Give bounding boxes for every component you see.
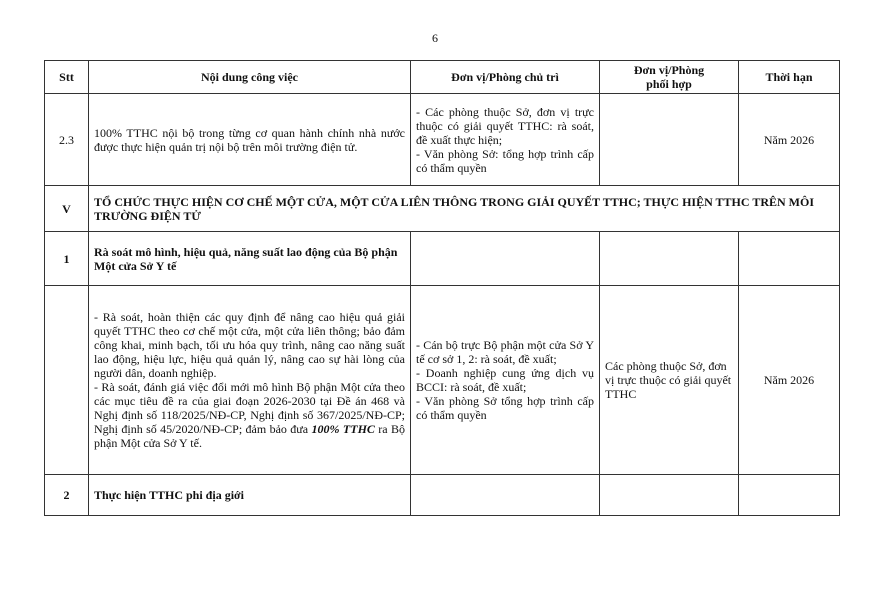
lead-line: - Cán bộ trực Bộ phận một cửa Sở Y tế cơ sở 1, 2: rà soát, đề xuất; [416, 338, 594, 366]
header-stt: Stt [45, 61, 89, 94]
subsection-stt: 2 [45, 475, 89, 516]
subsection-title: Thực hiện TTHC phi địa giới [89, 475, 411, 516]
row-stt [45, 286, 89, 475]
header-lead-unit: Đơn vị/Phòng chủ trì [411, 61, 600, 94]
header-deadline: Thời hạn [739, 61, 840, 94]
empty-cell [600, 232, 739, 286]
lead-line: - Văn phòng Sở: tổng hợp trình cấp có thẩm quyền [416, 146, 594, 175]
work-plan-table [44, 60, 840, 516]
row-content: 100% TTHC nội bộ trong từng cơ quan hành chính nhà nước được thực hiện quản trị nội bộ trên môi trường điện tử. [89, 94, 411, 186]
empty-cell [411, 232, 600, 286]
row-content [89, 286, 411, 475]
subsection-row [45, 475, 840, 516]
content-text: - Rà soát, đánh giá việc đổi mới mô hình Bộ phận Một cửa theo các mục tiêu đề ra của giai đoạn 2026-2030 tại Đề án 468 và Nghị định số 118/2025/NĐ-CP, Nghị định số 367/2025/NĐ-CP; Nghị định số 45/2020/NĐ-CP; đảm bảo đưa [94, 380, 405, 436]
content-paragraph: - Rà soát, hoàn thiện các quy định để nâng cao hiệu quả giải quyết TTHC theo cơ chế một cửa, một cửa liên thông; bảo đảm công khai, minh bạch, tối ưu hóa quy trình, nâng cao năng suất lao động, hiệu lực, hiệu quả quản lý, nâng cao sự hài lòng của người dân, doanh nghiệp. [94, 310, 405, 380]
subsection-row [45, 232, 840, 286]
section-stt: V [45, 186, 89, 232]
row-coop-unit: Các phòng thuộc Sở, đơn vị trực thuộc có giải quyết TTHC [600, 286, 739, 475]
lead-line: - Văn phòng Sở tổng hợp trình cấp có thẩm quyền [416, 394, 594, 422]
row-stt: 2.3 [45, 94, 89, 186]
subsection-stt: 1 [45, 232, 89, 286]
table-row [45, 286, 840, 475]
empty-cell [739, 475, 840, 516]
row-lead-unit [411, 286, 600, 475]
content-emphasis: 100% TTHC [311, 422, 375, 436]
row-coop-unit [600, 94, 739, 186]
header-coop-line1: Đơn vị/Phòng [633, 63, 705, 77]
header-coop-line2: phối hợp [646, 77, 692, 91]
subsection-title: Rà soát mô hình, hiệu quả, năng suất lao động của Bộ phận Một cửa Sở Y tế [89, 232, 411, 286]
row-deadline: Năm 2026 [739, 286, 840, 475]
empty-cell [600, 475, 739, 516]
lead-line: - Các phòng thuộc Sở, đơn vị trực thuộc có giải quyết TTHC: rà soát, đề xuất thực hiện; [416, 104, 594, 147]
section-row [45, 186, 840, 232]
content-paragraph [94, 380, 405, 450]
table-header-row [45, 61, 840, 94]
page-number: 6 [432, 31, 438, 45]
table-row [45, 94, 840, 186]
row-lead-unit [411, 94, 600, 186]
empty-cell [739, 232, 840, 286]
empty-cell [411, 475, 600, 516]
lead-line: - Doanh nghiệp cung ứng dịch vụ BCCI: rà soát, đề xuất; [416, 366, 594, 394]
row-deadline: Năm 2026 [739, 94, 840, 186]
section-title: TỔ CHỨC THỰC HIỆN CƠ CHẾ MỘT CỬA, MỘT CỬA LIÊN THÔNG TRONG GIẢI QUYẾT TTHC; THỰC HIỆN TTHC TRÊN MÔI TRƯỜNG ĐIỆN TỬ [89, 186, 840, 232]
content-text: ra Bộ phận Một cửa Sở Y tế. [94, 422, 406, 450]
header-coop-unit [600, 61, 739, 94]
header-content: Nội dung công việc [89, 61, 411, 94]
